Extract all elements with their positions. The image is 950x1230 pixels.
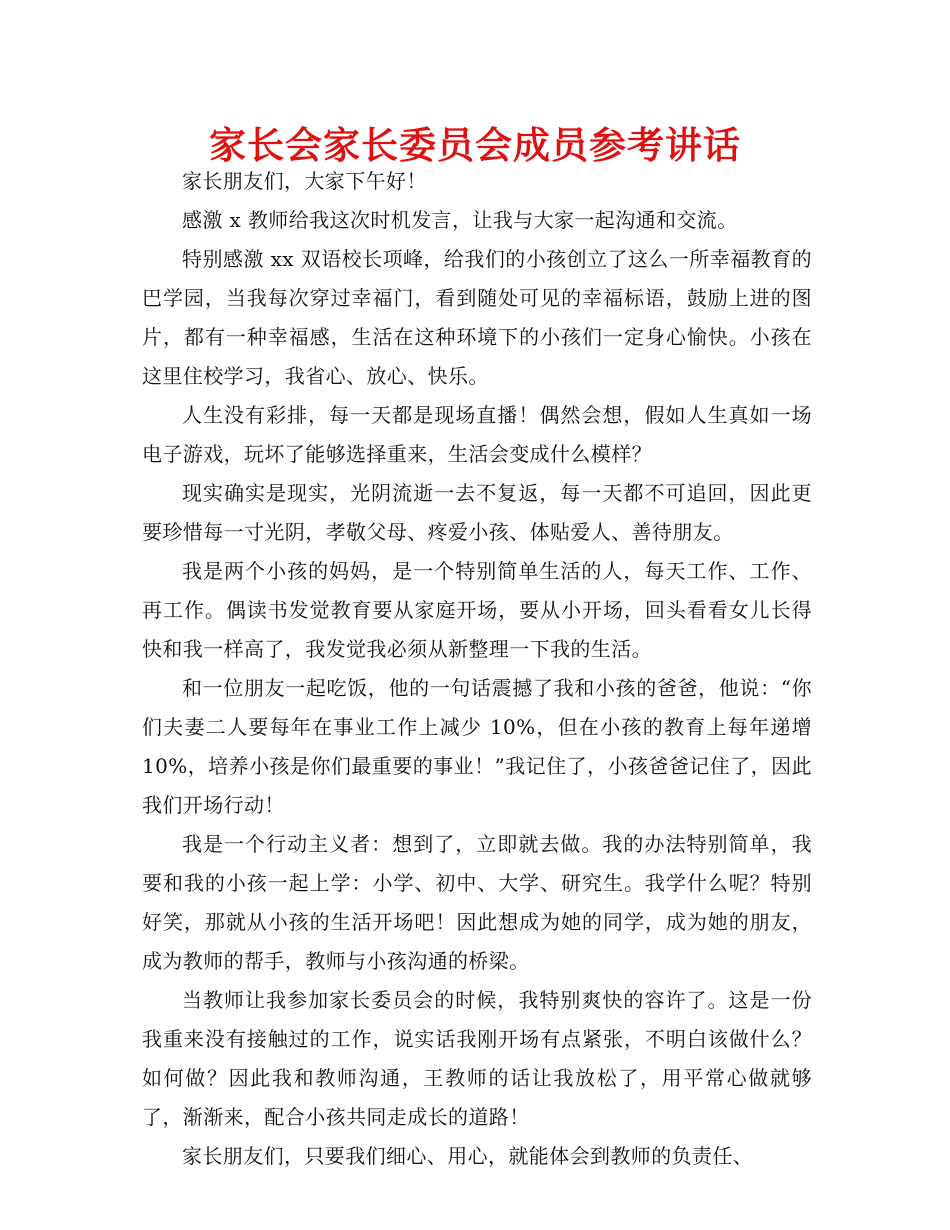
- paragraph: 和一位朋友一起吃饭，他的一句话震撼了我和小孩的爸爸，他说：“你们夫妻二人要每年在事业工作上减少 10%，但在小孩的教育上每年递增 10%，培养小孩是你们最重要的事业！”我记住了，小孩爸爸记住了，因此我们开场行动！: [142, 676, 812, 817]
- paragraph: 现实确实是现实，光阴流逝一去不复返，每一天都不可追回，因此更要珍惜每一寸光阴，孝敬父母、疼爱小孩、体贴爱人、善待朋友。: [142, 481, 812, 544]
- paragraph: 当教师让我参加家长委员会的时候，我特别爽快的容许了。这是一份我重来没有接触过的工作，说实话我刚开场有点紧张，不明白该做什么？如何做？因此我和教师沟通，王教师的话让我放松了，用平常心做就够了，渐渐来，配合小孩共同走成长的道路！: [142, 988, 812, 1129]
- paragraph: 家长朋友们，大家下午好！: [182, 169, 427, 193]
- paragraph: 我是一个行动主义者：想到了，立即就去做。我的办法特别简单，我要和我的小孩一起上学：小学、初中、大学、研究生。我学什么呢？特别好笑，那就从小孩的生活开场吧！因此想成为她的同学，成为她的朋友，成为教师的帮手，教师与小孩沟通的桥梁。: [142, 832, 812, 973]
- paragraph: 人生没有彩排，每一天都是现场直播！偶然会想，假如人生真如一场电子游戏，玩坏了能够选择重来，生活会变成什么模样？: [142, 403, 812, 466]
- paragraph: 我是两个小孩的妈妈，是一个特别简单生活的人，每天工作、工作、再工作。偶读书发觉教育要从家庭开场，要从小开场，回头看看女儿长得快和我一样高了，我发觉我必须从新整理一下我的生活。: [142, 559, 812, 661]
- document-body: [142, 162, 812, 1176]
- paragraph: 家长朋友们，只要我们细心、用心，就能体会到教师的负责任、: [182, 1144, 754, 1168]
- paragraph: 特别感激 xx 双语校长项峰，给我们的小孩创立了这么一所幸福教育的巴学园，当我每次穿过幸福门，看到随处可见的幸福标语，鼓励上进的图片，都有一种幸福感，生活在这种环境下的小孩们一定身心愉快。小孩在这里住校学习，我省心、放心、快乐。: [142, 247, 812, 388]
- paragraph: 感激 x 教师给我这次时机发言，让我与大家一起沟通和交流。: [182, 208, 738, 232]
- document-title: 家长会家长委员会成员参考讲话: [209, 123, 741, 167]
